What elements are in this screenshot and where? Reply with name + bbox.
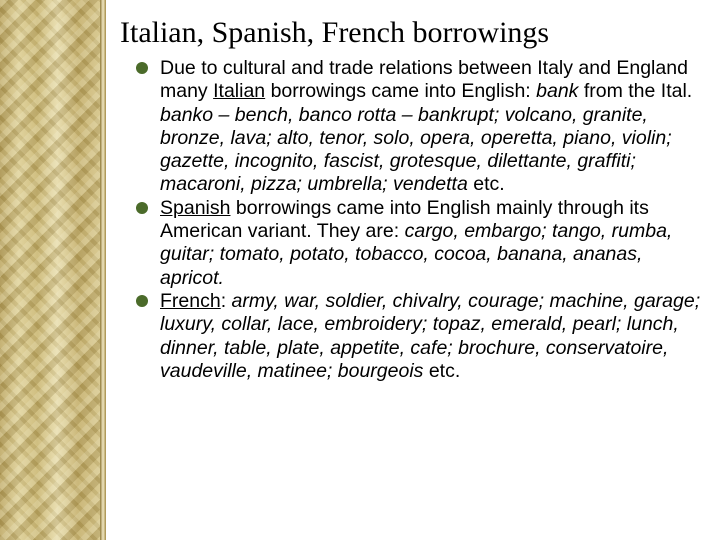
examples-list: banko – bench, banco rotta – bankrupt; volcano, granite, bronze, lava; alto, tenor, solo, opera, operetta, piano, violin; gazette, incognito, fascist, grotesque, dilettante, graffiti; macaroni, pizza; umbrella; vendetta [160,103,672,196]
slide-title: Italian, Spanish, French borrowings [120,16,550,49]
text-segment: borrowings came into English mainly through its American variant. They are: [160,196,649,243]
examples-list: army, war, soldier, chivalry, courage; machine, garage; luxury, collar, lace, embroidery; topaz, emerald, pearl; lunch, dinner, table, plate, appetite, cafe; brochure, conservatoire, vaudeville, matinee; bourgeois [160,289,701,382]
text-segment: Due to cultural and trade relations between Italy and England many [160,57,688,103]
term-french: French [160,289,221,312]
bullet-item-french [136,290,708,383]
text-segment: borrowings came into English: [265,80,537,103]
text-segment: from the Ital. [578,80,693,103]
slide-body [136,57,708,383]
text-segment: etc. [467,173,505,196]
text-segment: etc. [423,359,461,382]
bullet-item-italian [136,57,708,197]
decorative-gold-edge [100,0,106,540]
decorative-gold-band [0,0,104,540]
bullet-dot-icon [136,295,148,307]
bullet-item-spanish [136,197,708,290]
term-italian: Italian [213,80,266,103]
bullet-dot-icon [136,202,148,214]
example-word: bank [536,80,579,103]
bullet-dot-icon [136,62,148,74]
text-segment: : [220,289,232,312]
examples-list: cargo, embargo; tango, rumba, guitar; tomato, potato, tobacco, cocoa, banana, ananas, apricot. [160,220,673,289]
term-spanish: Spanish [160,196,231,219]
